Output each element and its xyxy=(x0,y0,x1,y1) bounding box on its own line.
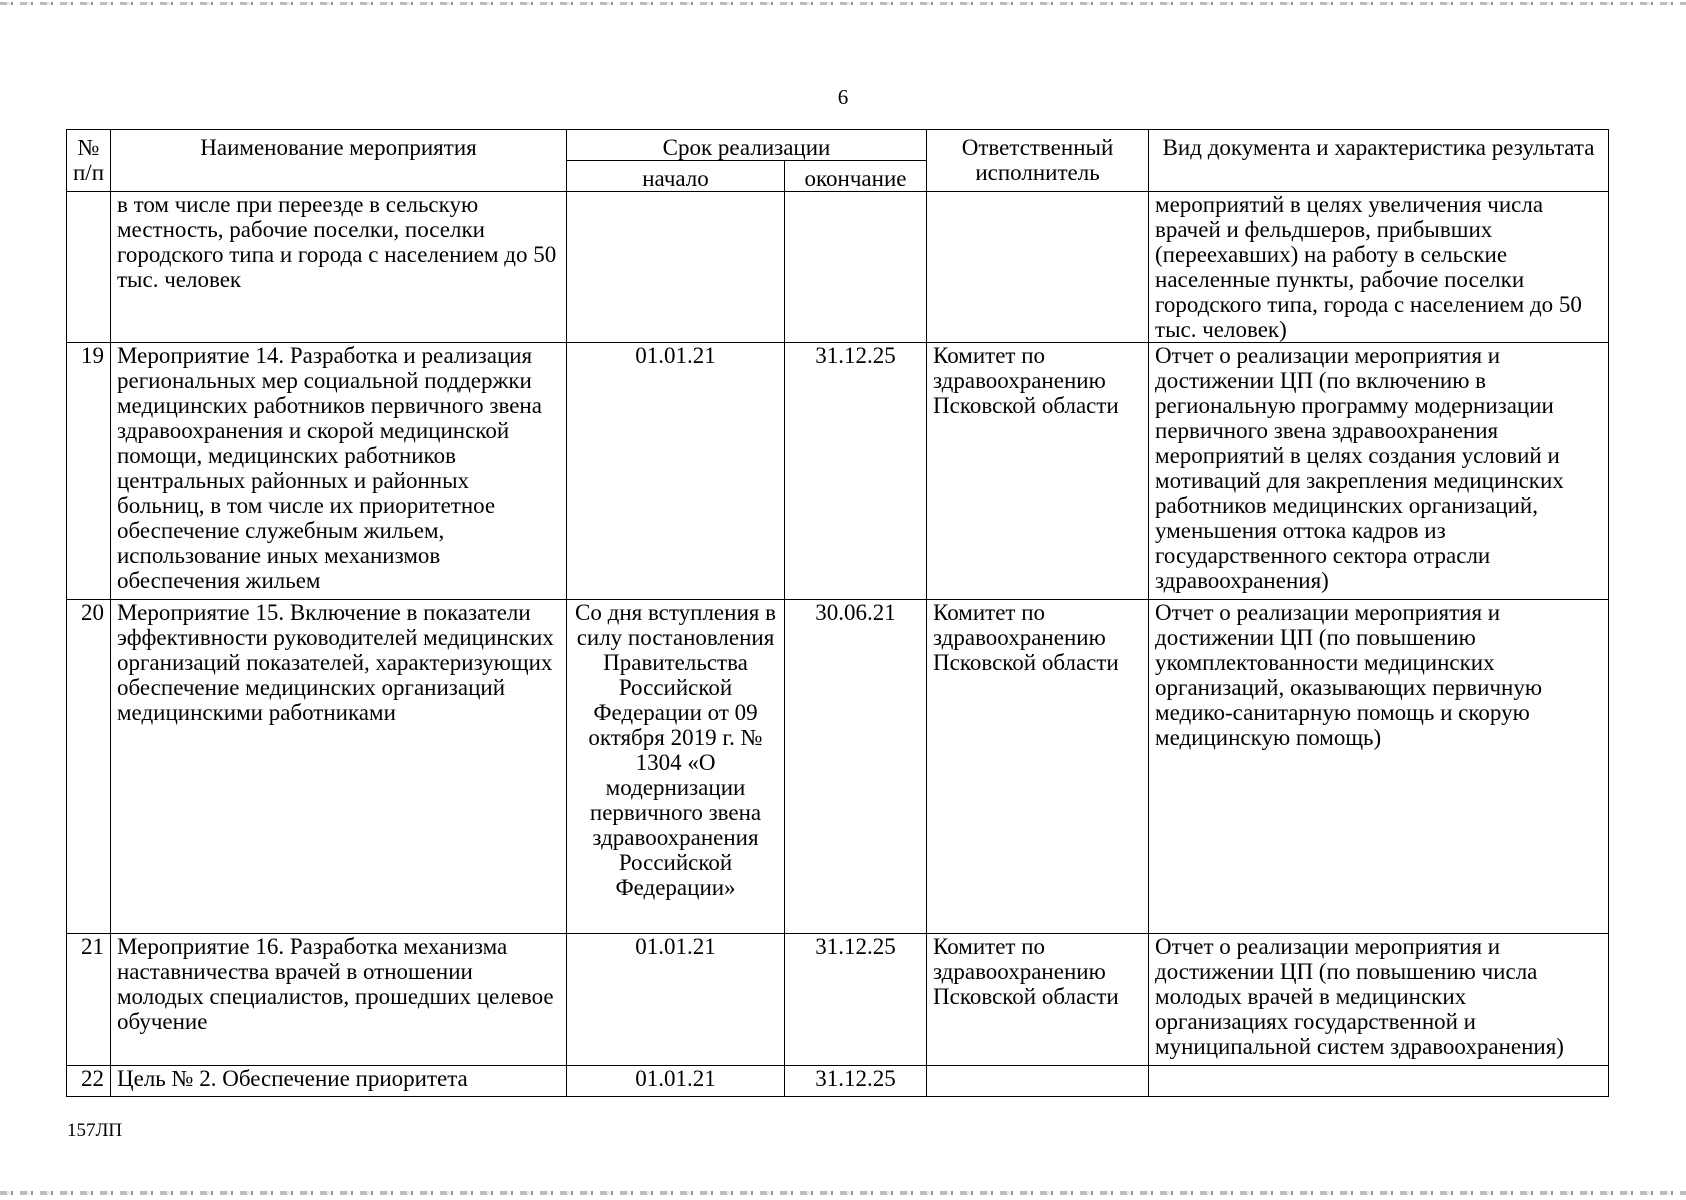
header-name: Наименование мероприятия xyxy=(111,130,567,192)
scan-bottom-edge xyxy=(0,1191,1686,1195)
row-number: 20 xyxy=(67,600,111,934)
end-date xyxy=(785,192,927,343)
end-date: 31.12.25 xyxy=(785,343,927,600)
activity-name: Цель № 2. Обеспечение приоритета xyxy=(111,1066,567,1097)
executor: Комитет по здравоохранению Псковской области xyxy=(927,343,1149,600)
start-date: Со дня вступления в силу постановления Правительства Российской Федерации от 09 октября 2019 г. № 1304 «О модернизации первичного звена здравоохранения Российской Федерации» xyxy=(567,600,785,934)
executor: Комитет по здравоохранению Псковской области xyxy=(927,934,1149,1066)
row-number: 21 xyxy=(67,934,111,1066)
result-description: Отчет о реализации мероприятия и достижении ЦП (по включению в региональную программу модернизации первичного звена здравоохранения мероприятий в целях создания условий и мотиваций для закрепления медицинских работников медицинских организаций, уменьшения оттока кадров из государственного сектора отрасли здравоохранения) xyxy=(1149,343,1609,600)
header-result: Вид документа и характеристика результата xyxy=(1149,130,1609,192)
start-date xyxy=(567,192,785,343)
end-date: 31.12.25 xyxy=(785,1066,927,1097)
page-number: 6 xyxy=(837,85,849,109)
table-row xyxy=(67,934,1609,1066)
row-number xyxy=(67,192,111,343)
result-description: мероприятий в целях увеличения числа врачей и фельдшеров, прибывших (переехавших) на работу в сельские населенные пункты, рабочие поселки городского типа, города с населением до 50 тыс. человек) xyxy=(1149,192,1609,343)
row-number: 22 xyxy=(67,1066,111,1097)
result-description xyxy=(1149,1066,1609,1097)
activities-table xyxy=(66,129,1609,1097)
start-date: 01.01.21 xyxy=(567,343,785,600)
table-row xyxy=(67,1066,1609,1097)
table-row xyxy=(67,600,1609,934)
activity-name: Мероприятие 15. Включение в показатели эффективности руководителей медицинских организаций показателей, характеризующих обеспечение медицинских организаций медицинскими работниками xyxy=(111,600,567,934)
header-row-main xyxy=(67,130,1609,161)
header-start: начало xyxy=(567,161,785,192)
table-row xyxy=(67,192,1609,343)
executor xyxy=(927,192,1149,343)
executor: Комитет по здравоохранению Псковской области xyxy=(927,600,1149,934)
end-date: 30.06.21 xyxy=(785,600,927,934)
start-date: 01.01.21 xyxy=(567,934,785,1066)
table-header xyxy=(67,130,1609,192)
activity-name: Мероприятие 16. Разработка механизма наставничества врачей в отношении молодых специалистов, прошедших целевое обучение xyxy=(111,934,567,1066)
end-date: 31.12.25 xyxy=(785,934,927,1066)
header-end: окончание xyxy=(785,161,927,192)
result-description: Отчет о реализации мероприятия и достижении ЦП (по повышению укомплектованности медицинских организаций, оказывающих первичную медико-санитарную помощь и скорую медицинскую помощь) xyxy=(1149,600,1609,934)
header-executor: Ответственный исполнитель xyxy=(927,130,1149,192)
result-description: Отчет о реализации мероприятия и достижении ЦП (по повышению числа молодых врачей в медицинских организациях государственной и муниципальной систем здравоохранения) xyxy=(1149,934,1609,1066)
header-period: Срок реализации xyxy=(567,130,927,161)
scan-top-edge xyxy=(0,2,1686,5)
start-date: 01.01.21 xyxy=(567,1066,785,1097)
document-code: 157ЛП xyxy=(67,1120,123,1141)
row-number: 19 xyxy=(67,343,111,600)
activity-name: Мероприятие 14. Разработка и реализация региональных мер социальной поддержки медицинских работников первичного звена здравоохранения и скорой медицинской помощи, медицинских работников центральных районных и районных больниц, в том числе их приоритетное обеспечение служебным жильем, использование иных механизмов обеспечения жильем xyxy=(111,343,567,600)
activity-name: в том числе при переезде в сельскую местность, рабочие поселки, поселки городского типа и города с населением до 50 тыс. человек xyxy=(111,192,567,343)
table-body xyxy=(67,192,1609,1097)
executor xyxy=(927,1066,1149,1097)
table-row xyxy=(67,343,1609,600)
header-num: № п/п xyxy=(67,130,111,192)
